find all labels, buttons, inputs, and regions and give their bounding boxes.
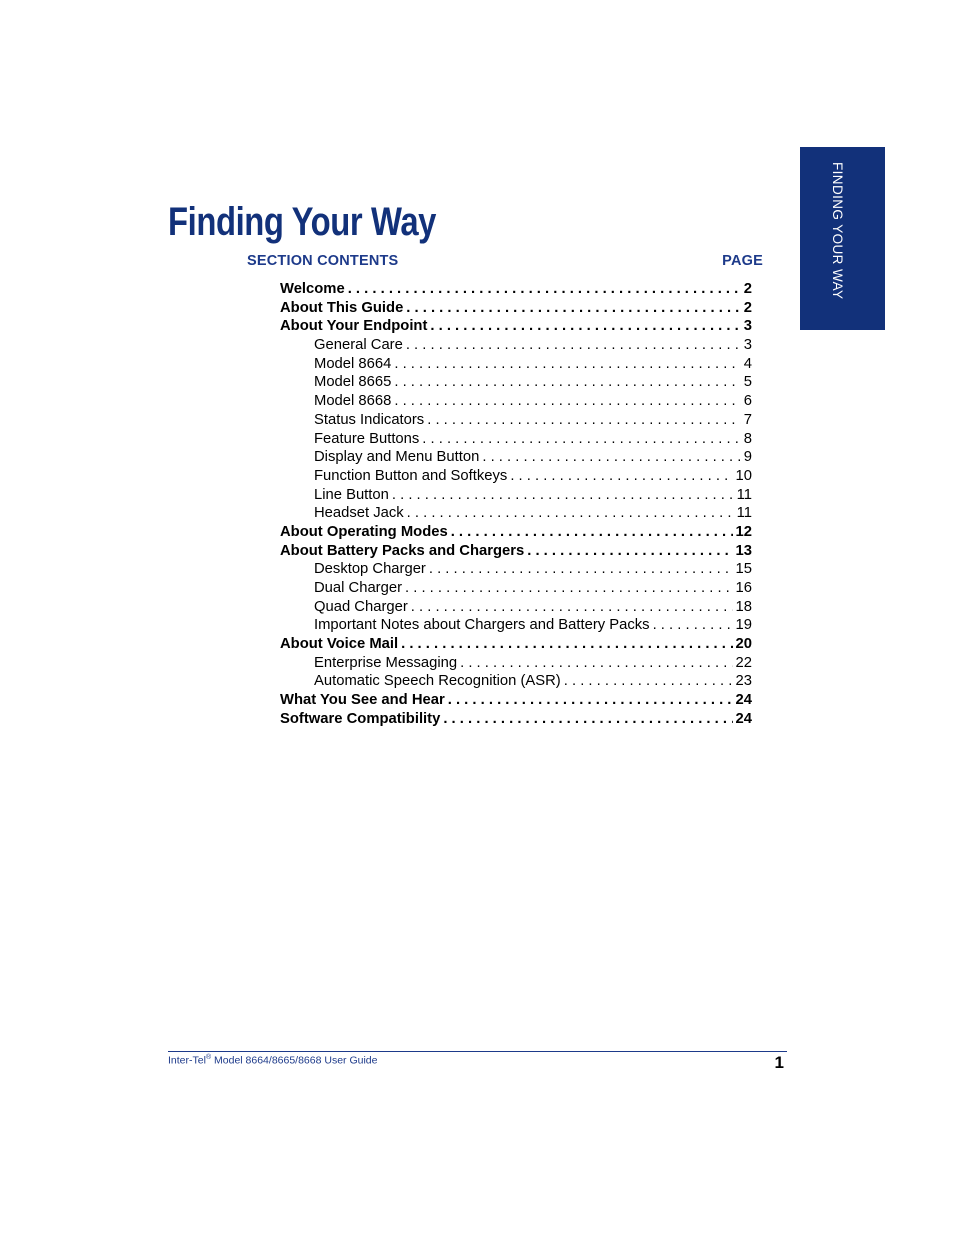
toc-entry-page: 23 xyxy=(735,673,752,690)
dot-leader xyxy=(411,598,733,617)
section-contents-heading: SECTION CONTENTS xyxy=(247,253,399,269)
toc-entry-label: Status Indicators xyxy=(314,411,425,428)
toc-entry-label: About This Guide xyxy=(280,299,404,316)
toc-subsection-entry[interactable] xyxy=(280,654,752,673)
toc-subsection-entry[interactable] xyxy=(280,467,752,486)
dot-leader xyxy=(510,467,732,486)
toc-entry-page: 6 xyxy=(743,393,752,410)
toc-subsection-entry[interactable] xyxy=(280,504,752,523)
toc-entry-page: 9 xyxy=(743,449,752,466)
chapter-tab-label: FINDING YOUR WAY xyxy=(830,162,845,300)
toc-entry-label: Display and Menu Button xyxy=(314,449,480,466)
footer-guide-name: Model 8664/8665/8668 User Guide xyxy=(211,1054,378,1067)
toc-section-entry[interactable] xyxy=(280,710,752,729)
toc-subsection-entry[interactable] xyxy=(280,373,752,392)
toc-entry-label: What You See and Hear xyxy=(280,692,445,709)
toc-section-entry[interactable] xyxy=(280,691,752,710)
toc-entry-label: Function Button and Softkeys xyxy=(314,467,508,484)
page-number: 1 xyxy=(774,1053,784,1072)
dot-leader xyxy=(443,710,732,729)
toc-subsection-entry[interactable] xyxy=(280,579,752,598)
dot-leader xyxy=(394,392,740,411)
toc-subsection-entry[interactable] xyxy=(280,616,752,635)
dot-leader xyxy=(460,654,732,673)
toc-entry-page: 22 xyxy=(735,654,752,671)
toc-entry-page: 10 xyxy=(735,467,752,484)
toc-entry-page: 16 xyxy=(735,580,752,596)
toc-entry-page: 3 xyxy=(743,337,752,354)
footer-guide-title xyxy=(168,1054,377,1067)
dot-leader xyxy=(392,486,734,505)
toc-entry-page: 11 xyxy=(736,486,752,503)
toc-entry-label: General Care xyxy=(314,337,403,354)
toc-entry-page: 18 xyxy=(735,598,752,615)
dot-leader xyxy=(406,336,741,355)
toc-entry-page: 13 xyxy=(735,542,752,559)
toc-entry-label: About Operating Modes xyxy=(280,523,448,540)
toc-entry-page: 20 xyxy=(735,636,752,653)
toc-subsection-entry[interactable] xyxy=(280,336,752,355)
dot-leader xyxy=(406,299,740,318)
dot-leader xyxy=(394,373,740,392)
toc-section-entry[interactable] xyxy=(280,317,752,336)
dot-leader xyxy=(653,616,733,635)
toc-entry-page: 2 xyxy=(743,281,752,297)
toc-entry-label: Welcome xyxy=(280,281,345,297)
toc-subsection-entry[interactable] xyxy=(280,598,752,617)
registered-mark: ® xyxy=(205,1054,212,1061)
dot-leader xyxy=(401,635,732,654)
dot-leader xyxy=(451,523,733,542)
dot-leader xyxy=(448,691,733,710)
toc-entry-label: Headset Jack xyxy=(314,505,404,522)
toc-subsection-entry[interactable] xyxy=(280,392,752,411)
dot-leader xyxy=(429,560,733,579)
toc-section-entry[interactable] xyxy=(280,299,752,318)
toc-entry-label: Dual Charger xyxy=(314,580,403,596)
toc-entry-page: 8 xyxy=(743,430,752,447)
toc-entry-page: 15 xyxy=(735,561,752,578)
toc-entry-label: Model 8664 xyxy=(314,355,392,372)
toc-entry-label: Automatic Speech Recognition (ASR) xyxy=(314,673,561,690)
toc-entry-label: Desktop Charger xyxy=(314,561,426,578)
dot-leader xyxy=(564,672,733,691)
page-column-heading: PAGE xyxy=(722,253,763,269)
toc-subsection-entry[interactable] xyxy=(280,448,752,467)
toc-entry-label: About Battery Packs and Chargers xyxy=(280,542,525,559)
toc-section-entry[interactable] xyxy=(280,523,752,542)
toc-entry-label: Model 8668 xyxy=(314,393,392,410)
toc-entry-page: 19 xyxy=(735,617,752,634)
toc-entry-page: 12 xyxy=(735,523,752,540)
dot-leader xyxy=(405,579,733,598)
footer-brand: Inter-Tel xyxy=(168,1054,206,1067)
toc-entry-label: About Voice Mail xyxy=(280,636,399,653)
dot-leader xyxy=(422,430,740,449)
toc-entry-page: 24 xyxy=(735,710,752,727)
dot-leader xyxy=(394,355,740,374)
toc-entry-page: 11 xyxy=(736,505,752,522)
toc-entry-label: Quad Charger xyxy=(314,598,408,615)
toc-subsection-entry[interactable] xyxy=(280,411,752,430)
dot-leader xyxy=(348,280,741,299)
toc-subsection-entry[interactable] xyxy=(280,672,752,691)
toc-subsection-entry[interactable] xyxy=(280,430,752,449)
toc-entry-label: Enterprise Messaging xyxy=(314,654,458,671)
footer-divider xyxy=(168,1051,787,1052)
page-title: Finding Your Way xyxy=(168,200,436,244)
toc-entry-label: Feature Buttons xyxy=(314,430,420,447)
toc-entry-page: 3 xyxy=(743,318,752,335)
toc-entry-label: Important Notes about Chargers and Battery Packs xyxy=(314,617,650,634)
toc-entry-page: 7 xyxy=(743,411,752,428)
toc-entry-label: Model 8665 xyxy=(314,374,392,391)
toc-subsection-entry[interactable] xyxy=(280,486,752,505)
toc-entry-page: 24 xyxy=(735,692,752,709)
toc-entry-label: About Your Endpoint xyxy=(280,318,428,335)
toc-entry-label: Software Compatibility xyxy=(280,710,441,727)
toc-entry-label: Line Button xyxy=(314,486,389,503)
toc-subsection-entry[interactable] xyxy=(280,560,752,579)
toc-section-entry[interactable] xyxy=(280,635,752,654)
toc-entry-page: 2 xyxy=(743,299,752,316)
toc-entry-page: 5 xyxy=(743,374,752,391)
dot-leader xyxy=(427,411,741,430)
dot-leader xyxy=(430,317,740,336)
table-of-contents xyxy=(280,280,752,729)
toc-section-entry[interactable] xyxy=(280,280,752,299)
dot-leader xyxy=(482,448,740,467)
chapter-tab xyxy=(800,147,885,330)
toc-entry-page: 4 xyxy=(743,355,752,372)
dot-leader xyxy=(407,504,734,523)
toc-subsection-entry[interactable] xyxy=(280,355,752,374)
dot-leader xyxy=(527,542,732,561)
toc-section-entry[interactable] xyxy=(280,542,752,561)
